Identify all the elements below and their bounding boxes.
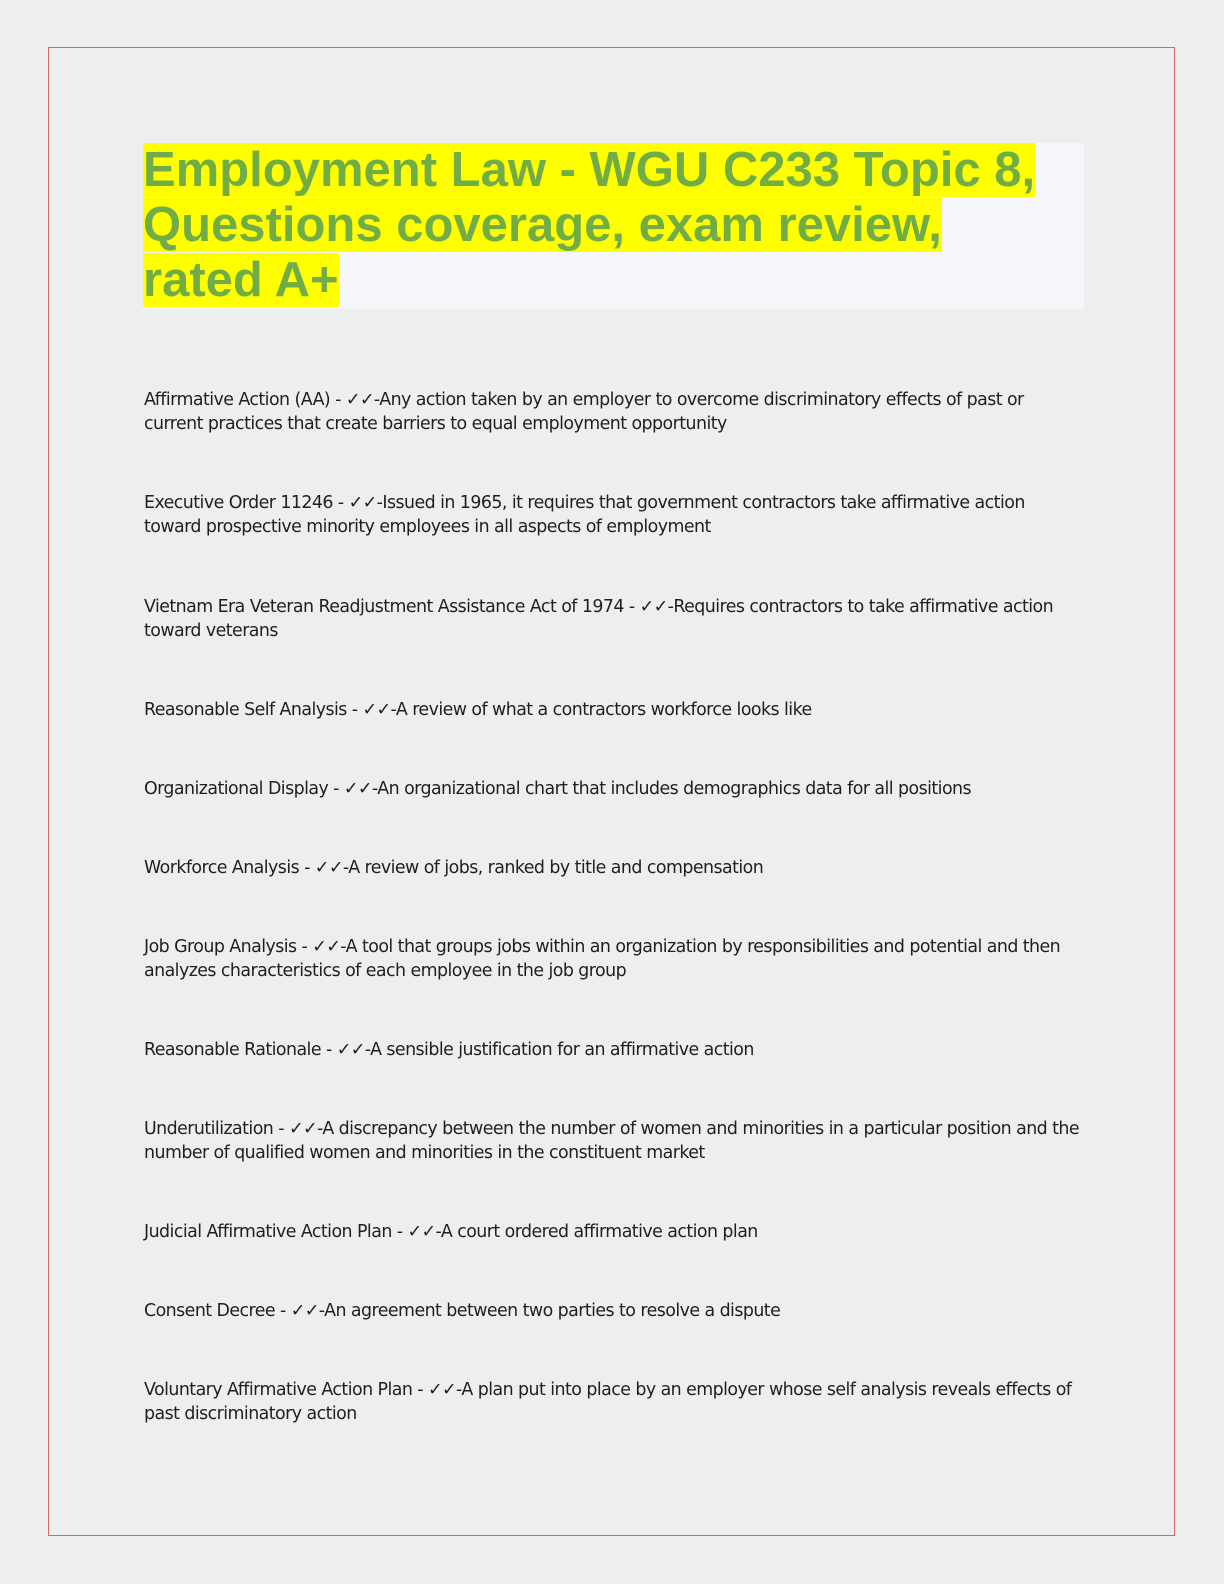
entry-definition: A sensible justification for an affirmative action	[370, 1040, 754, 1060]
entry-definition: Issued in 1965, it requires that government contractors take affirmative action toward prospective minority employees in all aspects of employment	[144, 493, 1025, 537]
entry-term: Executive Order 11246	[144, 493, 333, 513]
entry-job-group-analysis	[144, 935, 1084, 983]
entry-term: Workforce Analysis	[144, 858, 300, 878]
entry-term: Underutilization	[144, 1119, 274, 1139]
check-mark-icon: ✓✓-	[290, 1301, 325, 1321]
entry-term: Affirmative Action (AA)	[144, 390, 331, 410]
check-mark-icon: ✓✓-	[428, 1380, 462, 1400]
check-mark-icon: ✓✓-	[336, 1040, 371, 1060]
entry-separator: -	[391, 1222, 408, 1242]
entry-affirmative-action	[144, 388, 1084, 436]
entry-separator: -	[346, 700, 363, 720]
entry-separator: -	[412, 1380, 428, 1400]
check-mark-icon: ✓✓-	[348, 493, 383, 513]
entry-voluntary-plan	[144, 1378, 1084, 1426]
entry-definition: A tool that groups jobs within an organization by responsibilities and potential and then analyzes characteristics of each employee in the job group	[144, 937, 1061, 981]
entry-term: Job Group Analysis	[144, 937, 297, 957]
title-block	[143, 143, 1084, 309]
entry-separator: -	[275, 1301, 291, 1321]
entry-definition: Any action taken by an employer to overcome discriminatory effects of past or current practices that create barriers to equal employment opportunity	[144, 390, 1024, 434]
entry-underutilization	[144, 1117, 1084, 1165]
entry-term: Consent Decree	[144, 1301, 276, 1321]
check-mark-icon: ✓✓-	[362, 700, 396, 720]
entry-separator: -	[296, 937, 313, 957]
check-mark-icon: ✓✓-	[407, 1222, 441, 1242]
entry-definition: Requires contractors to take affirmative action toward veterans	[144, 597, 1054, 641]
entry-executive-order-11246	[144, 491, 1084, 539]
document-title	[143, 143, 1073, 308]
entry-definition: A review of what a contractors workforce looks like	[395, 700, 812, 720]
entry-separator: -	[330, 390, 346, 410]
entry-separator: -	[321, 1040, 337, 1060]
entry-consent-decree	[144, 1299, 1084, 1323]
entry-definition: An agreement between two parties to resolve a dispute	[324, 1301, 781, 1321]
entry-term: Organizational Display	[144, 779, 329, 799]
check-mark-icon: ✓✓-	[345, 390, 380, 410]
entry-definition: A court ordered affirmative action plan	[440, 1222, 758, 1242]
entry-term: Judicial Affirmative Action Plan	[144, 1222, 392, 1242]
entry-reasonable-rationale	[144, 1038, 1084, 1062]
title-highlight: Employment Law - WGU C233 Topic 8, Questions coverage, exam review, rated A+	[143, 143, 1036, 307]
entry-term: Vietnam Era Veteran Readjustment Assistance Act of 1974	[144, 597, 624, 617]
check-mark-icon: ✓✓-	[639, 597, 674, 617]
check-mark-icon: ✓✓-	[312, 937, 346, 957]
entry-term: Reasonable Self Analysis	[144, 700, 347, 720]
check-mark-icon: ✓✓-	[288, 1119, 323, 1139]
entry-term: Reasonable Rationale	[144, 1040, 321, 1060]
entry-workforce-analysis	[144, 856, 1084, 880]
check-mark-icon: ✓✓-	[343, 779, 378, 799]
entry-term: Voluntary Affirmative Action Plan	[144, 1380, 413, 1400]
entry-separator: -	[273, 1119, 289, 1139]
entry-judicial-plan	[144, 1220, 1084, 1244]
entry-definition: An organizational chart that includes demographics data for all positions	[377, 779, 972, 799]
entry-definition: A plan put into place by an employer whose self analysis reveals effects of past discriminatory action	[144, 1380, 1072, 1424]
entry-definition: A discrepancy between the number of women and minorities in a particular position and the number of qualified women and minorities in the constituent market	[144, 1119, 1080, 1163]
entry-separator: -	[299, 858, 315, 878]
entry-separator: -	[332, 493, 349, 513]
entry-definition: A review of jobs, ranked by title and compensation	[348, 858, 764, 878]
entry-organizational-display	[144, 777, 1084, 801]
entry-separator: -	[623, 597, 640, 617]
entry-separator: -	[328, 779, 344, 799]
check-mark-icon: ✓✓-	[314, 858, 349, 878]
entry-reasonable-self-analysis	[144, 698, 1084, 722]
entry-vietnam-era-act	[144, 595, 1084, 643]
